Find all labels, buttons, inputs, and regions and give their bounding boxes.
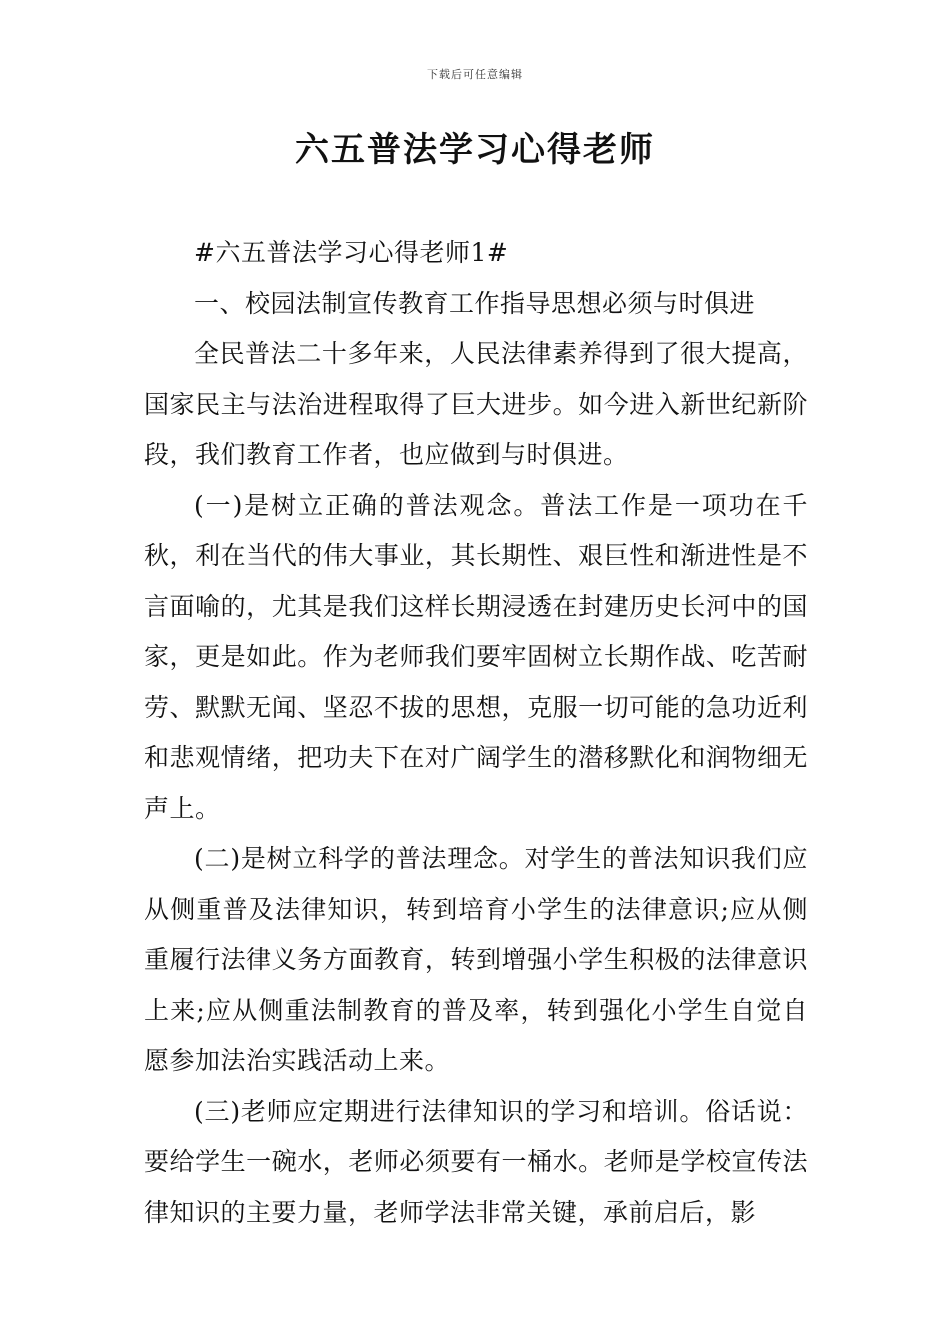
section-marker: #六五普法学习心得老师1# <box>194 238 509 267</box>
paragraph: (三)老师应定期进行法律知识的学习和培训。俗话说：要给学生一碗水，老师必须要有一桶水。老师是学校宣传法律知识的主要力量，老师学法非常关键，承前启后，影 <box>144 1096 808 1227</box>
paragraph: (一)是树立正确的普法观念。普法工作是一项功在千秋，利在当代的伟大事业，其长期性、艰巨性和渐进性是不言面喻的，尤其是我们这样长期浸透在封建历史长河中的国家，更是如此。作为老师我们要牢固树立长期作战、吃苦耐劳、默默无闻、坚忍不拔的思想，克服一切可能的急功近利和悲观情绪，把功夫下在对广阔学生的潜移默化和润物细无声上。 <box>144 490 808 823</box>
paragraph: 全民普法二十多年来，人民法律素养得到了很大提高，国家民主与法治进程取得了巨大进步。如今进入新世纪新阶段，我们教育工作者，也应做到与时俱进。 <box>144 339 808 469</box>
document-title: 六五普法学习心得老师 <box>295 130 655 170</box>
paragraph: (二)是树立科学的普法理念。对学生的普法知识我们应从侧重普及法律知识，转到培育小学生的法律意识;应从侧重履行法律义务方面教育，转到增强小学生积极的法律意识上来;应从侧重法制教育的普及率，转到强化小学生自觉自愿参加法治实践活动上来。 <box>144 844 808 1075</box>
header-note: 下载后可任意编辑 <box>427 68 523 81</box>
section-heading: 一、校园法制宣传教育工作指导思想必须与时俱进 <box>194 288 756 318</box>
document-body <box>144 228 808 1238</box>
